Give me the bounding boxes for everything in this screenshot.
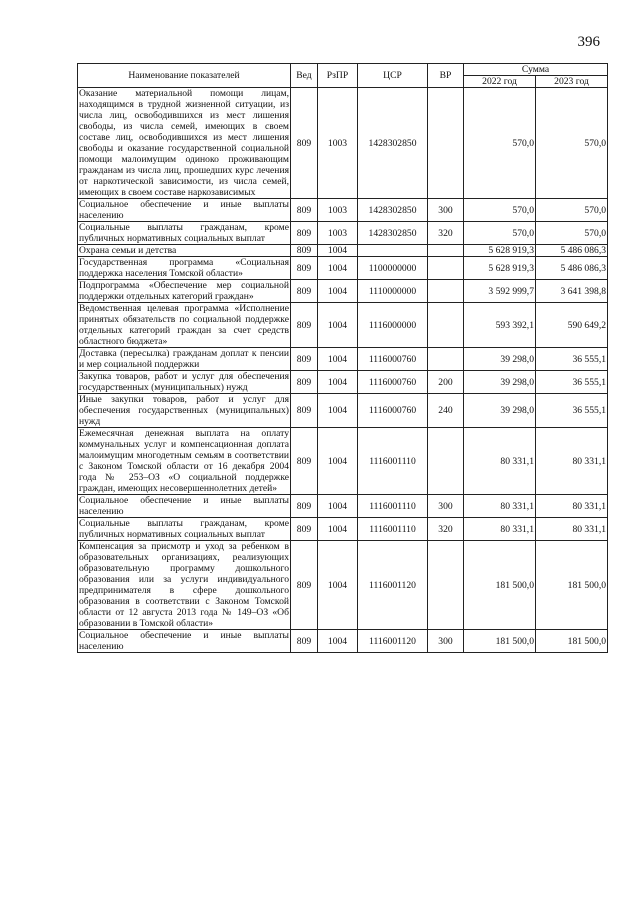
row-vr bbox=[428, 348, 464, 371]
table-row bbox=[78, 348, 608, 371]
row-rzpr: 1004 bbox=[318, 495, 358, 518]
row-name: Иные закупки товаров, работ и услуг для обеспечения государственных (муниципальных) нужд bbox=[79, 394, 289, 427]
row-ved: 809 bbox=[291, 518, 318, 541]
header-rzpr: РзПР bbox=[318, 64, 358, 88]
row-rzpr: 1003 bbox=[318, 222, 358, 245]
row-sum-2023: 80 331,1 bbox=[536, 428, 608, 495]
row-vr bbox=[428, 245, 464, 257]
table-row bbox=[78, 518, 608, 541]
row-sum-2023: 80 331,1 bbox=[536, 518, 608, 541]
row-name: Оказание материальной помощи лицам, находящимся в трудной жизненной ситуации, из числа лиц, освободившихся из мест лишения свободы, из числа семей, имеющих в своем составе лиц, освободившихся из мест лишения свободы и оказание государственной социальной помощи малоимущим одиноко проживающим гражданам из числа лиц, прошедших курс лечения от наркотической зависимости, из числа семей, имеющих в своем составе наркозависимых bbox=[79, 88, 289, 198]
page-number: 396 bbox=[577, 34, 600, 50]
row-vr bbox=[428, 257, 464, 280]
row-vr bbox=[428, 88, 464, 199]
row-ved: 809 bbox=[291, 245, 318, 257]
row-rzpr: 1004 bbox=[318, 630, 358, 653]
table-row bbox=[78, 88, 608, 199]
row-name: Социальное обеспечение и иные выплаты населению bbox=[79, 495, 289, 517]
row-sum-2023: 570,0 bbox=[536, 88, 608, 199]
row-rzpr: 1004 bbox=[318, 303, 358, 348]
row-vr bbox=[428, 428, 464, 495]
row-csr: 1116000000 bbox=[358, 303, 428, 348]
table-row bbox=[78, 371, 608, 394]
row-csr: 1100000000 bbox=[358, 257, 428, 280]
row-rzpr: 1003 bbox=[318, 88, 358, 199]
row-sum-2023: 36 555,1 bbox=[536, 371, 608, 394]
table-row bbox=[78, 280, 608, 303]
budget-table bbox=[77, 63, 608, 653]
row-ved: 809 bbox=[291, 257, 318, 280]
table-row bbox=[78, 541, 608, 630]
row-rzpr: 1004 bbox=[318, 257, 358, 280]
row-rzpr: 1004 bbox=[318, 518, 358, 541]
row-sum-2023: 5 486 086,3 bbox=[536, 257, 608, 280]
row-vr: 320 bbox=[428, 518, 464, 541]
row-csr: 1116001110 bbox=[358, 518, 428, 541]
row-sum-2022: 80 331,1 bbox=[464, 518, 536, 541]
row-csr: 1116001120 bbox=[358, 630, 428, 653]
row-name: Социальное обеспечение и иные выплаты населению bbox=[79, 199, 289, 221]
row-ved: 809 bbox=[291, 348, 318, 371]
row-ved: 809 bbox=[291, 303, 318, 348]
row-vr: 300 bbox=[428, 495, 464, 518]
row-sum-2023: 570,0 bbox=[536, 199, 608, 222]
row-name: Ведомственная целевая программа «Исполнение принятых обязательств по социальной поддержке отдельных категорий граждан за счет средств областного бюджета» bbox=[79, 303, 289, 347]
row-rzpr: 1004 bbox=[318, 348, 358, 371]
table-row bbox=[78, 495, 608, 518]
row-csr: 1116001110 bbox=[358, 428, 428, 495]
row-sum-2022: 593 392,1 bbox=[464, 303, 536, 348]
row-csr: 1428302850 bbox=[358, 199, 428, 222]
header-year-2023: 2023 год bbox=[536, 76, 608, 88]
header-vr: ВР bbox=[428, 64, 464, 88]
row-sum-2022: 181 500,0 bbox=[464, 630, 536, 653]
table-header bbox=[78, 64, 608, 88]
row-rzpr: 1004 bbox=[318, 541, 358, 630]
row-csr: 1110000000 bbox=[358, 280, 428, 303]
row-sum-2023: 181 500,0 bbox=[536, 630, 608, 653]
row-ved: 809 bbox=[291, 199, 318, 222]
row-csr: 1116001120 bbox=[358, 541, 428, 630]
row-rzpr: 1004 bbox=[318, 428, 358, 495]
header-ved: Вед bbox=[291, 64, 318, 88]
row-sum-2022: 3 592 999,7 bbox=[464, 280, 536, 303]
row-sum-2023: 590 649,2 bbox=[536, 303, 608, 348]
row-ved: 809 bbox=[291, 495, 318, 518]
row-ved: 809 bbox=[291, 371, 318, 394]
header-csr: ЦСР bbox=[358, 64, 428, 88]
row-sum-2023: 5 486 086,3 bbox=[536, 245, 608, 257]
row-rzpr: 1004 bbox=[318, 394, 358, 428]
row-name: Социальные выплаты гражданам, кроме публичных нормативных социальных выплат bbox=[79, 222, 289, 244]
row-sum-2022: 181 500,0 bbox=[464, 541, 536, 630]
row-sum-2022: 570,0 bbox=[464, 222, 536, 245]
row-csr: 1116000760 bbox=[358, 371, 428, 394]
header-year-2022: 2022 год bbox=[464, 76, 536, 88]
row-name: Охрана семьи и детства bbox=[78, 245, 291, 257]
row-ved: 809 bbox=[291, 222, 318, 245]
row-rzpr: 1003 bbox=[318, 199, 358, 222]
table-row bbox=[78, 428, 608, 495]
row-sum-2022: 80 331,1 bbox=[464, 495, 536, 518]
row-csr: 1428302850 bbox=[358, 222, 428, 245]
row-vr: 240 bbox=[428, 394, 464, 428]
table-row bbox=[78, 257, 608, 280]
row-sum-2022: 39 298,0 bbox=[464, 371, 536, 394]
row-sum-2023: 80 331,1 bbox=[536, 495, 608, 518]
header-sum: Сумма bbox=[464, 64, 608, 76]
row-sum-2022: 39 298,0 bbox=[464, 348, 536, 371]
row-name: Подпрограмма «Обеспечение мер социальной поддержки отдельных категорий граждан» bbox=[79, 280, 289, 302]
table-row bbox=[78, 199, 608, 222]
row-ved: 809 bbox=[291, 630, 318, 653]
row-vr bbox=[428, 541, 464, 630]
row-csr: 1116000760 bbox=[358, 348, 428, 371]
row-vr bbox=[428, 303, 464, 348]
row-name: Закупка товаров, работ и услуг для обеспечения государственных (муниципальных) нужд bbox=[79, 371, 289, 393]
row-name: Социальные выплаты гражданам, кроме публичных нормативных социальных выплат bbox=[79, 518, 289, 540]
row-name: Социальное обеспечение и иные выплаты населению bbox=[79, 630, 289, 652]
row-sum-2023: 36 555,1 bbox=[536, 394, 608, 428]
row-sum-2023: 181 500,0 bbox=[536, 541, 608, 630]
row-rzpr: 1004 bbox=[318, 371, 358, 394]
table-row bbox=[78, 245, 608, 257]
row-vr: 320 bbox=[428, 222, 464, 245]
row-vr bbox=[428, 280, 464, 303]
row-name: Государственная программа «Социальная поддержка населения Томской области» bbox=[79, 257, 289, 279]
table-row bbox=[78, 630, 608, 653]
row-csr bbox=[358, 245, 428, 257]
row-ved: 809 bbox=[291, 280, 318, 303]
row-csr: 1116001110 bbox=[358, 495, 428, 518]
row-vr: 300 bbox=[428, 630, 464, 653]
row-sum-2022: 80 331,1 bbox=[464, 428, 536, 495]
row-sum-2022: 39 298,0 bbox=[464, 394, 536, 428]
row-ved: 809 bbox=[291, 541, 318, 630]
row-rzpr: 1004 bbox=[318, 245, 358, 257]
row-sum-2022: 5 628 919,3 bbox=[464, 257, 536, 280]
row-rzpr: 1004 bbox=[318, 280, 358, 303]
row-csr: 1428302850 bbox=[358, 88, 428, 199]
row-sum-2023: 3 641 398,8 bbox=[536, 280, 608, 303]
row-sum-2022: 570,0 bbox=[464, 199, 536, 222]
row-sum-2022: 570,0 bbox=[464, 88, 536, 199]
row-ved: 809 bbox=[291, 88, 318, 199]
row-vr: 200 bbox=[428, 371, 464, 394]
table-row bbox=[78, 394, 608, 428]
row-name: Компенсация за присмотр и уход за ребенком в образовательных организациях, реализующих образовательную программу дошкольного образования или за услуги индивидуального предпринимателя в сфере дошкольного образования в соответствии с Законом Томской области от 12 августа 2013 года № 149–ОЗ «Об образовании в Томской области» bbox=[79, 541, 289, 629]
row-name: Ежемесячная денежная выплата на оплату коммунальных услуг и компенсационная доплата малоимущим многодетным семьям в соответствии с Законом Томской области от 16 декабря 2004 года № 253–ОЗ «О социальной поддержке граждан, имеющих несовершеннолетних детей» bbox=[79, 428, 289, 494]
row-ved: 809 bbox=[291, 428, 318, 495]
row-sum-2023: 570,0 bbox=[536, 222, 608, 245]
row-name: Доставка (пересылка) гражданам доплат к пенсии и мер социальной поддержки bbox=[79, 348, 289, 370]
row-sum-2022: 5 628 919,3 bbox=[464, 245, 536, 257]
table-row bbox=[78, 222, 608, 245]
row-sum-2023: 36 555,1 bbox=[536, 348, 608, 371]
header-name: Наименование показателей bbox=[78, 64, 291, 88]
row-ved: 809 bbox=[291, 394, 318, 428]
row-vr: 300 bbox=[428, 199, 464, 222]
row-csr: 1116000760 bbox=[358, 394, 428, 428]
table-body bbox=[78, 88, 608, 653]
table-row bbox=[78, 303, 608, 348]
